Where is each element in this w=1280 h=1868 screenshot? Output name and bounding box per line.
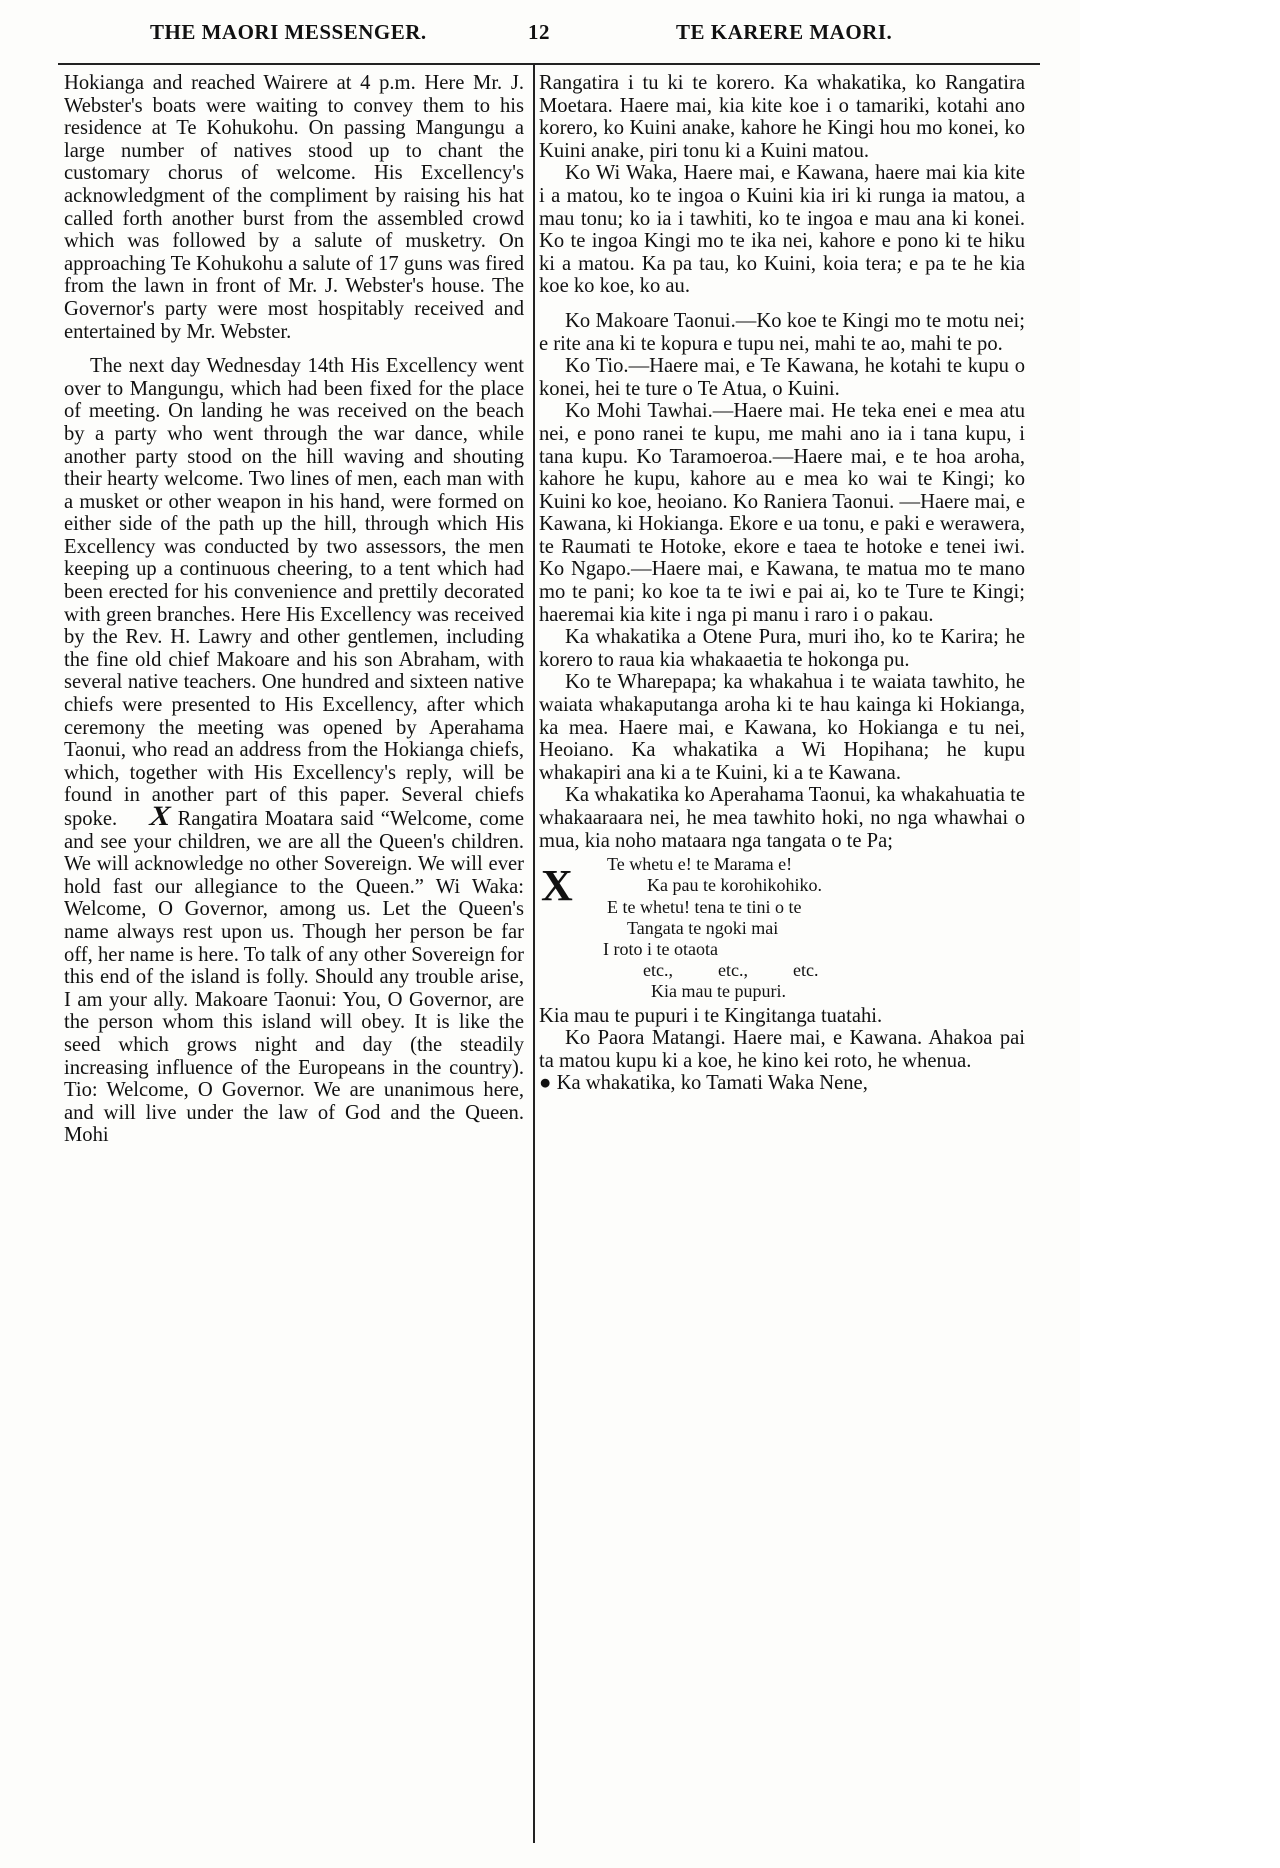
paragraph-kingitanga: Kia mau te pupuri i te Kingitanga tuatahi. [539,1004,883,1027]
chant-line: Kia mau te pupuri. [651,981,786,1002]
tamati-waka-text: Ka whakatika, ko Tamati Waka Nene, [556,1072,868,1095]
chant-line: Ka pau te korohikohiko. [647,875,822,896]
paragraph-tio: Ko Tio.—Haere mai, e Te Kawana, he kotahi te kupu o konei, hei te ture o Te Atua, o Kuini. [539,355,1025,400]
paragraph-paora-matangi: Ko Paora Matangi. Haere mai, e Kawana. Ahakoa pai ta matou kupu ki a koe, he kino kei roto, he whenua. [539,1027,1025,1072]
paragraph-mohi-tawhai: Ko Mohi Tawhai.—Haere mai. He teka enei e mea atu nei, e pono ranei te kupu, me mahi ano ia i tana kupu, i tana kupu. Ko Taramoeroa.—Haere mai, e te hoa aroha, kahore he kupu, kahore au e mea ko wai te Kingi; ko Kuini ko koe, heoiano. Ko Raniera Taonui. —Haere mai, e Kawana, ki Hokianga. Ekore e ua tonu, e paki e werawera, te Raumati te Hotoke, ekore e taea te hotoke e tenei iwi. Ko Ngapo.—Haere mai, e Kawana, te matua mo te mano mo te pani; ko koe ta te iwi e pai ai, ko te Ture te Kingi; haeremai kia kite i nga pi manu i raro i o pakau. [539,400,1025,626]
column-divider [533,63,535,1843]
paragraph-meeting-text: The next day Wednesday 14th His Excellency went over to Mangungu, which had been fixed for the place of meeting. On landing he was received on the beach by a party who went through the war dance, while another party stood on the hill waving and shouting their hearty welcome. Two lines of men, each man with a musket or other weapon in his hand, were formed on either side of the path up the hill, through which His Excellency was conducted by two assessors, the men keeping up a continuous cheering, to a tent which had been erected for his convenience and prettily decorated with green branches. Here His Excellency was received by the Rev. H. Lawry and other gentlemen, including the fine old chief Makoare and his son Abraham, with several native teachers. One hundred and sixteen native chiefs were presented to His Excellency, after which ceremony the meeting was opened by Aperahama Taonui, who read an address from the Hokianga chiefs, which, together with His Excellency's reply, will be found in another part of this paper. Several chiefs spoke. [64,355,524,830]
chant-line: I roto i te otaota [603,939,718,959]
chant-block [539,854,1025,1002]
paragraph-wi-waka: Ko Wi Waka, Haere mai, e Kawana, haere mai kia kite i a matou, ko te ingoa o Kuini kia iri ki runga ia matou, a mau tonu; ko ia i tawhiti, ko te ingoa e mau ana ki konei. Ko te ingoa Kingi mo te ika nei, kahore e pono ki te hiku ki a matou. Ka pa tau, ko Kuini, koia tera; e pa te he kia koe ko koe, ko au. [539,162,1025,298]
bullet-mark-icon: ● [539,1072,552,1095]
paragraph-wharepapa: Ko te Wharepapa; ka whakahua i te waiata tawhito, he waiata whakaputanga aroha ki te hau kainga ki Hokianga, ka mea. Haere mai, e Kawana, ko Hokianga e tu nei, Heoiano. Ka whakatika a Wi Hopihana; he kupu whakapiri ana ki a te Kuini, ki a te Kawana. [539,671,1025,784]
paragraph-makoare: Ko Makoare Taonui.—Ko koe te Kingi mo te motu nei; e rite ana ki te kopura e tupu nei, mahi te ao, mahi te po. [539,309,1025,355]
chant-line: etc., etc., etc. [643,960,819,981]
chant-line: Te whetu e! te Marama e! [607,854,793,875]
header-maori-title: TE KARERE MAORI. [676,20,893,44]
paragraph-otene-pura: Ka whakatika a Otene Pura, muri iho, ko te Karira; he korero to raua kia whakaaetia te hokonga pu. [539,626,1025,671]
page-header [0,20,1080,60]
chant-line: Tangata te ngoki mai [627,917,779,938]
paragraph-moetara: Rangatira i tu ki te korero. Ka whakatika, ko Rangatira Moetara. Haere mai, kia kite koe i o tamariki, kotahi ano korero, ko Kuini anake, kahore he Kingi hou mo konei, ko Kuini anake, piri tonu ki a Kuini matou. [539,72,1025,162]
paragraph-arrival: Hokianga and reached Wairere at 4 p.m. Here Mr. J. Webster's boats were waiting to convey them to his residence at Te Kohukohu. On passing Mangungu a large number of natives stood up to chant the customary chorus of welcome. His Excellency's acknowledgment of the compliment by raising his hat called forth another burst from the assembled crowd which was followed by a salute of musketry. On approaching Te Kohukohu a salute of 17 guns was fired from the lawn in front of Mr. J. Webster's house. The Governor's party were most hospitably received and entertained by Mr. Webster. [64,72,524,343]
header-rule [58,63,1040,65]
chant-line: E te whetu! tena te tini o te [607,896,802,917]
cross-mark-icon: X [146,801,175,832]
header-english-title: THE MAORI MESSENGER. [150,20,427,44]
paragraph-tamati-waka [539,1072,1025,1095]
cross-mark-icon: X [541,861,573,911]
maori-column [539,72,1025,1095]
paragraph-aperahama: Ka whakatika ko Aperahama Taonui, ka whakahuatia te whakaaraara nei, he mea tawhito hoki, no nga whawhai o mua, kia noho mataara nga tangata o te Pa; [539,784,1025,852]
paragraph-speeches-text: Rangatira Moatara said “Welcome, come and see your children, we are all the Queen's children. We will acknowledge no other Sovereign. We will ever hold fast our allegiance to the Queen.” Wi Waka: Welcome, O Governor, among us. Let the Queen's name always rest upon us. Though her person be far off, her name is here. To talk of any other Sovereign for this end of the island is folly. Should any trouble arise, I am your ally. Makoare Taonui: You, O Governor, are the person whom this island will obey. It is like the seed which grows night and day (the steadily increasing influence of the Europeans in the country). Tio: Welcome, O Governor. We are unanimous here, and will live under the law of God and the Queen. Mohi [64,808,525,1147]
paragraph-meeting [64,355,524,1147]
page-number: 12 [528,20,550,44]
english-column [64,72,524,1147]
